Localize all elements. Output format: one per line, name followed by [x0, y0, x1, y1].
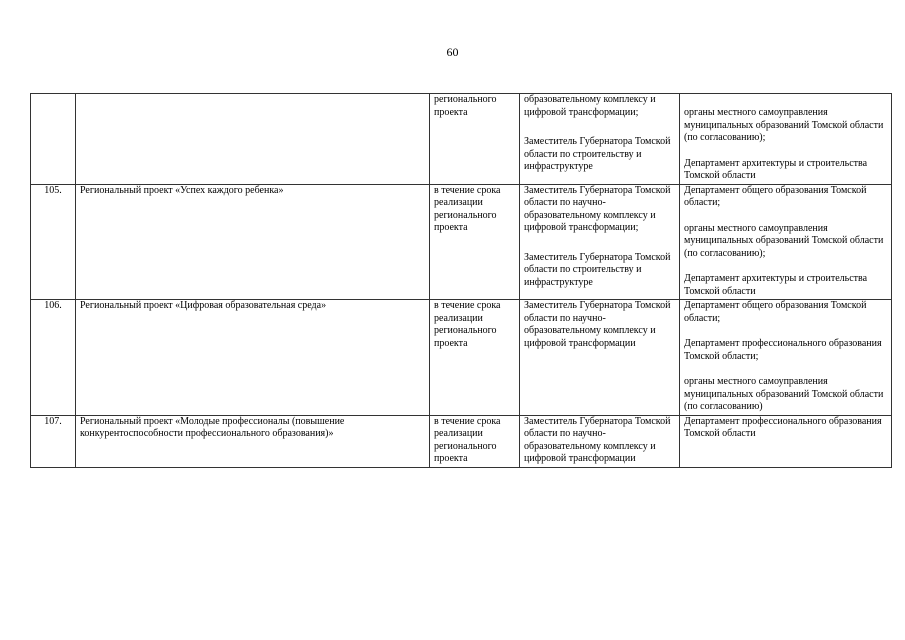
implementation-term: в течение срока реализации регионального проекта [430, 184, 520, 300]
page-number: 60 [446, 45, 459, 59]
executor-entry: органы местного самоуправления муниципальных образований Томской области (по согласованию); [684, 222, 884, 259]
term-line: регионального [434, 94, 497, 105]
responsible-officials [520, 94, 680, 185]
executors [680, 94, 892, 185]
executors [680, 415, 892, 467]
measures-table [30, 93, 892, 468]
responsible-officials [520, 184, 680, 300]
responsible-entry: Заместитель Губернатора Томской области по научно-образовательному комплексу и цифровой трансформации [524, 300, 671, 349]
table-row [31, 415, 892, 467]
responsible-entry: Заместитель Губернатора Томской области по строительству и инфраструктуре [524, 136, 671, 172]
table-row [31, 184, 892, 300]
responsible-entry: Заместитель Губернатора Томской области по научно-образовательному комплексу и цифровой трансформации; [524, 184, 671, 233]
executor-entry: Департамент общего образования Томской области; [684, 300, 867, 324]
executor-entry: Департамент профессионального образования Томской области [684, 415, 882, 439]
executor-entry: органы местного самоуправления муниципальных образований Томской области (по согласованию); [684, 107, 884, 143]
project-name: Региональный проект «Успех каждого ребенка» [76, 184, 430, 300]
project-name: Региональный проект «Цифровая образовательная среда» [76, 300, 430, 416]
row-number [31, 94, 76, 185]
responsible-entry: образовательному комплексу и цифровой трансформации; [524, 94, 656, 118]
executor-entry: Департамент общего образования Томской области; [684, 184, 867, 208]
implementation-term [430, 94, 520, 185]
table-row [31, 300, 892, 416]
row-number: 106. [31, 300, 76, 416]
row-number: 105. [31, 184, 76, 300]
executor-entry: органы местного самоуправления муниципальных образований Томской области (по согласованию) [684, 376, 884, 412]
responsible-officials [520, 415, 680, 467]
executor-entry: Департамент архитектуры и строительства Томской области [684, 273, 868, 297]
executor-entry: Департамент профессионального образования Томской области; [684, 338, 882, 362]
executors [680, 184, 892, 300]
responsible-entry: Заместитель Губернатора Томской области по строительству и инфраструктуре [524, 251, 671, 288]
row-number: 107. [31, 415, 76, 467]
table-row [31, 94, 892, 185]
implementation-term: в течение срока реализации регионального проекта [430, 415, 520, 467]
project-name [76, 94, 430, 185]
responsible-officials [520, 300, 680, 416]
executors [680, 300, 892, 416]
executor-entry: Департамент архитектуры и строительства Томской области [684, 157, 868, 181]
responsible-entry: Заместитель Губернатора Томской области по научно-образовательному комплексу и цифровой трансформации [524, 415, 671, 464]
project-name: Региональный проект «Молодые профессионалы (повышение конкурентоспособности профессионального образования)» [76, 415, 430, 467]
term-line: проекта [434, 106, 468, 118]
implementation-term: в течение срока реализации регионального проекта [430, 300, 520, 416]
